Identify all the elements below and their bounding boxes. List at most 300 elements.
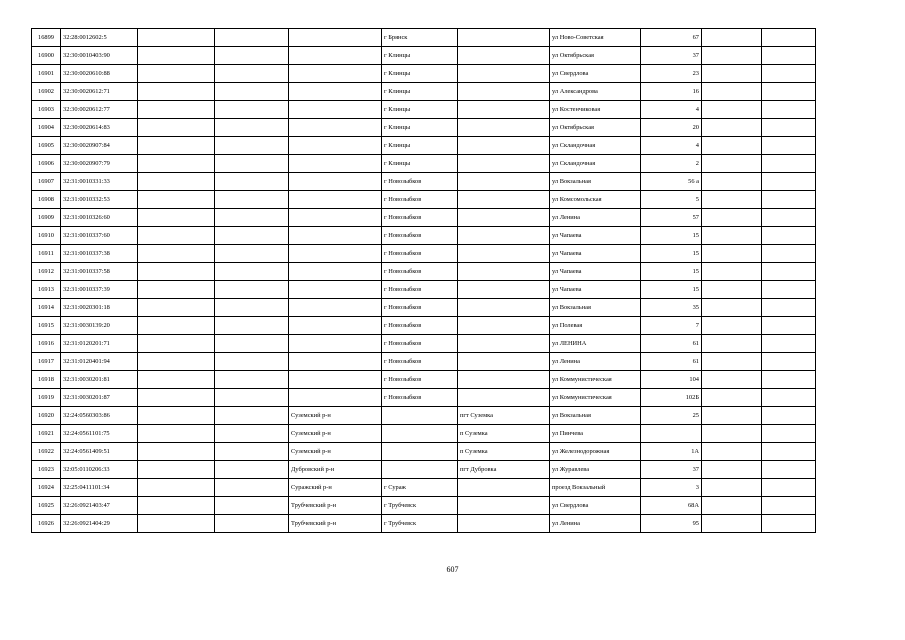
empty-cell	[702, 497, 762, 515]
row-number-cell: 16899	[32, 29, 61, 47]
empty-cell	[762, 353, 816, 371]
empty-cell	[215, 191, 289, 209]
district-cell: Суражский р-н	[289, 479, 382, 497]
empty-cell	[138, 353, 215, 371]
cadastral-number-cell: 32:24:0560303:86	[61, 407, 138, 425]
empty-cell	[702, 263, 762, 281]
empty-cell	[138, 119, 215, 137]
empty-cell	[215, 353, 289, 371]
cadastral-number-cell: 32:25:0411101:34	[61, 479, 138, 497]
empty-cell	[215, 371, 289, 389]
empty-cell	[215, 173, 289, 191]
table-row	[32, 245, 816, 263]
empty-cell	[702, 137, 762, 155]
settlement-cell	[458, 497, 550, 515]
empty-cell	[138, 47, 215, 65]
district-cell	[289, 29, 382, 47]
street-cell: ул Скландочная	[550, 137, 641, 155]
empty-cell	[702, 119, 762, 137]
empty-cell	[762, 371, 816, 389]
row-number-cell: 16916	[32, 335, 61, 353]
row-number-cell: 16912	[32, 263, 61, 281]
city-cell	[382, 461, 458, 479]
empty-cell	[702, 461, 762, 479]
city-cell: г Новозыбков	[382, 371, 458, 389]
settlement-cell	[458, 83, 550, 101]
district-cell	[289, 209, 382, 227]
empty-cell	[762, 263, 816, 281]
city-cell: г Новозыбков	[382, 389, 458, 407]
empty-cell	[762, 443, 816, 461]
street-cell: ул Ленина	[550, 209, 641, 227]
row-number-cell: 16902	[32, 83, 61, 101]
row-number-cell: 16926	[32, 515, 61, 533]
empty-cell	[215, 263, 289, 281]
cadastral-number-cell: 32:31:0020301:18	[61, 299, 138, 317]
street-cell: ул Чапаева	[550, 281, 641, 299]
table-row	[32, 425, 816, 443]
street-cell: ул Полевая	[550, 317, 641, 335]
cadastral-number-cell: 32:26:0921403:47	[61, 497, 138, 515]
empty-cell	[762, 83, 816, 101]
street-cell: проезд Вокзальный	[550, 479, 641, 497]
cadastral-number-cell: 32:24:0561409:51	[61, 443, 138, 461]
empty-cell	[138, 407, 215, 425]
city-cell: г Новозыбков	[382, 263, 458, 281]
house-number-cell: 16	[641, 83, 702, 101]
city-cell: г Клинцы	[382, 137, 458, 155]
empty-cell	[215, 299, 289, 317]
empty-cell	[138, 281, 215, 299]
cadastral-number-cell: 32:28:0012602:5	[61, 29, 138, 47]
table-row	[32, 137, 816, 155]
city-cell: г Новозыбков	[382, 227, 458, 245]
empty-cell	[762, 29, 816, 47]
table-row	[32, 65, 816, 83]
table-row	[32, 47, 816, 65]
empty-cell	[215, 29, 289, 47]
empty-cell	[702, 155, 762, 173]
empty-cell	[762, 173, 816, 191]
empty-cell	[215, 65, 289, 83]
district-cell: Суземский р-н	[289, 407, 382, 425]
empty-cell	[215, 461, 289, 479]
empty-cell	[702, 353, 762, 371]
city-cell: г Новозыбков	[382, 245, 458, 263]
district-cell	[289, 353, 382, 371]
cadastral-number-cell: 32:31:0010331:33	[61, 173, 138, 191]
empty-cell	[762, 209, 816, 227]
table-row	[32, 407, 816, 425]
table-row	[32, 101, 816, 119]
empty-cell	[215, 281, 289, 299]
empty-cell	[762, 497, 816, 515]
table-row	[32, 227, 816, 245]
empty-cell	[702, 443, 762, 461]
house-number-cell: 15	[641, 227, 702, 245]
house-number-cell: 15	[641, 263, 702, 281]
house-number-cell: 37	[641, 47, 702, 65]
settlement-cell	[458, 245, 550, 263]
district-cell	[289, 155, 382, 173]
house-number-cell: 2	[641, 155, 702, 173]
settlement-cell	[458, 353, 550, 371]
city-cell: г Новозыбков	[382, 191, 458, 209]
empty-cell	[215, 335, 289, 353]
table-row	[32, 335, 816, 353]
empty-cell	[215, 101, 289, 119]
settlement-cell	[458, 281, 550, 299]
empty-cell	[702, 317, 762, 335]
empty-cell	[138, 101, 215, 119]
city-cell	[382, 443, 458, 461]
empty-cell	[138, 173, 215, 191]
empty-cell	[702, 227, 762, 245]
city-cell: г Новозыбков	[382, 299, 458, 317]
settlement-cell	[458, 389, 550, 407]
empty-cell	[215, 209, 289, 227]
settlement-cell	[458, 47, 550, 65]
house-number-cell: 4	[641, 137, 702, 155]
empty-cell	[702, 245, 762, 263]
empty-cell	[138, 299, 215, 317]
district-cell	[289, 281, 382, 299]
empty-cell	[762, 191, 816, 209]
house-number-cell: 25	[641, 407, 702, 425]
row-number-cell: 16911	[32, 245, 61, 263]
street-cell: ул Александрова	[550, 83, 641, 101]
table-row	[32, 263, 816, 281]
district-cell	[289, 317, 382, 335]
house-number-cell	[641, 425, 702, 443]
empty-cell	[762, 407, 816, 425]
empty-cell	[138, 83, 215, 101]
street-cell: ул Вокзальная	[550, 407, 641, 425]
settlement-cell: пгт Дубровка	[458, 461, 550, 479]
district-cell	[289, 389, 382, 407]
street-cell: ул Журавлева	[550, 461, 641, 479]
house-number-cell: 23	[641, 65, 702, 83]
cadastral-number-cell: 32:31:0010337:60	[61, 227, 138, 245]
street-cell: ул Чапаева	[550, 227, 641, 245]
cadastral-number-cell: 32:24:0561101:75	[61, 425, 138, 443]
cadastral-number-cell: 32:31:0120201:71	[61, 335, 138, 353]
empty-cell	[762, 425, 816, 443]
empty-cell	[215, 227, 289, 245]
district-cell	[289, 137, 382, 155]
city-cell: г Клинцы	[382, 47, 458, 65]
street-cell: ул Вокзальная	[550, 299, 641, 317]
cadastral-number-cell: 32:31:0010337:58	[61, 263, 138, 281]
row-number-cell: 16903	[32, 101, 61, 119]
row-number-cell: 16920	[32, 407, 61, 425]
district-cell: Суземский р-н	[289, 443, 382, 461]
empty-cell	[762, 47, 816, 65]
empty-cell	[762, 389, 816, 407]
empty-cell	[762, 299, 816, 317]
empty-cell	[215, 47, 289, 65]
row-number-cell: 16913	[32, 281, 61, 299]
house-number-cell: 37	[641, 461, 702, 479]
district-cell	[289, 119, 382, 137]
house-number-cell: 56 а	[641, 173, 702, 191]
street-cell: ул Железнодорожная	[550, 443, 641, 461]
table-row	[32, 389, 816, 407]
cadastral-number-cell: 32:31:0010337:39	[61, 281, 138, 299]
empty-cell	[138, 479, 215, 497]
settlement-cell	[458, 479, 550, 497]
table-row	[32, 29, 816, 47]
row-number-cell: 16910	[32, 227, 61, 245]
cadastral-number-cell: 32:30:0020610:88	[61, 65, 138, 83]
cadastral-number-cell: 32:05:0110206:33	[61, 461, 138, 479]
house-number-cell: 1А	[641, 443, 702, 461]
table-row	[32, 515, 816, 533]
row-number-cell: 16901	[32, 65, 61, 83]
cadastral-number-cell: 32:30:0020614:83	[61, 119, 138, 137]
cadastral-number-cell: 32:31:0030201:87	[61, 389, 138, 407]
cadastral-number-cell: 32:31:0030139:20	[61, 317, 138, 335]
empty-cell	[138, 497, 215, 515]
row-number-cell: 16925	[32, 497, 61, 515]
empty-cell	[138, 29, 215, 47]
city-cell	[382, 407, 458, 425]
settlement-cell	[458, 65, 550, 83]
empty-cell	[138, 155, 215, 173]
empty-cell	[138, 371, 215, 389]
empty-cell	[762, 101, 816, 119]
district-cell	[289, 191, 382, 209]
empty-cell	[762, 515, 816, 533]
district-cell	[289, 65, 382, 83]
empty-cell	[762, 479, 816, 497]
row-number-cell: 16922	[32, 443, 61, 461]
empty-cell	[138, 461, 215, 479]
street-cell: ул Ленина	[550, 353, 641, 371]
district-cell	[289, 227, 382, 245]
empty-cell	[215, 119, 289, 137]
house-number-cell: 67	[641, 29, 702, 47]
empty-cell	[702, 335, 762, 353]
empty-cell	[138, 245, 215, 263]
row-number-cell: 16919	[32, 389, 61, 407]
settlement-cell	[458, 209, 550, 227]
row-number-cell: 16914	[32, 299, 61, 317]
empty-cell	[138, 515, 215, 533]
city-cell: г Трубчевск	[382, 497, 458, 515]
district-cell	[289, 245, 382, 263]
empty-cell	[215, 443, 289, 461]
city-cell: г Трубчевск	[382, 515, 458, 533]
empty-cell	[702, 209, 762, 227]
empty-cell	[702, 425, 762, 443]
row-number-cell: 16918	[32, 371, 61, 389]
house-number-cell: 61	[641, 353, 702, 371]
empty-cell	[138, 425, 215, 443]
settlement-cell	[458, 263, 550, 281]
empty-cell	[762, 155, 816, 173]
city-cell: г Клинцы	[382, 83, 458, 101]
row-number-cell: 16904	[32, 119, 61, 137]
house-number-cell: 4	[641, 101, 702, 119]
empty-cell	[762, 137, 816, 155]
street-cell: ул Вокзальная	[550, 173, 641, 191]
street-cell: ул Свердлова	[550, 65, 641, 83]
street-cell: ул Октябрьская	[550, 47, 641, 65]
cadastral-number-cell: 32:31:0120401:94	[61, 353, 138, 371]
cadastral-number-cell: 32:30:0010403:90	[61, 47, 138, 65]
empty-cell	[215, 389, 289, 407]
city-cell: г Новозыбков	[382, 317, 458, 335]
district-cell: Дубровский р-н	[289, 461, 382, 479]
empty-cell	[762, 281, 816, 299]
row-number-cell: 16905	[32, 137, 61, 155]
table-row	[32, 479, 816, 497]
empty-cell	[215, 245, 289, 263]
settlement-cell: п Суземка	[458, 425, 550, 443]
district-cell	[289, 47, 382, 65]
empty-cell	[215, 515, 289, 533]
city-cell: г Клинцы	[382, 101, 458, 119]
district-cell	[289, 101, 382, 119]
empty-cell	[215, 155, 289, 173]
city-cell: г Клинцы	[382, 65, 458, 83]
district-cell	[289, 371, 382, 389]
table-row	[32, 155, 816, 173]
table-row	[32, 281, 816, 299]
cadastral-number-cell: 32:31:0010326:60	[61, 209, 138, 227]
cadastral-number-cell: 32:31:0030201:81	[61, 371, 138, 389]
row-number-cell: 16915	[32, 317, 61, 335]
house-number-cell: 35	[641, 299, 702, 317]
empty-cell	[702, 191, 762, 209]
street-cell: ул Комсомольская	[550, 191, 641, 209]
table-row	[32, 443, 816, 461]
house-number-cell: 68А	[641, 497, 702, 515]
empty-cell	[138, 191, 215, 209]
street-cell: ул Ленина	[550, 515, 641, 533]
settlement-cell	[458, 101, 550, 119]
empty-cell	[138, 389, 215, 407]
empty-cell	[215, 137, 289, 155]
empty-cell	[762, 245, 816, 263]
district-cell: Трубчевский р-н	[289, 497, 382, 515]
settlement-cell	[458, 155, 550, 173]
table-row	[32, 371, 816, 389]
city-cell: г Новозыбков	[382, 209, 458, 227]
city-cell: г Новозыбков	[382, 281, 458, 299]
empty-cell	[138, 335, 215, 353]
house-number-cell: 15	[641, 281, 702, 299]
cadastral-number-cell: 32:31:0010337:38	[61, 245, 138, 263]
street-cell: ул Коммунистическая	[550, 389, 641, 407]
table-body	[32, 29, 816, 533]
row-number-cell: 16909	[32, 209, 61, 227]
city-cell	[382, 425, 458, 443]
page-number: 607	[446, 565, 459, 574]
settlement-cell	[458, 29, 550, 47]
empty-cell	[702, 515, 762, 533]
settlement-cell: пгт Суземка	[458, 407, 550, 425]
empty-cell	[138, 443, 215, 461]
table-row	[32, 173, 816, 191]
empty-cell	[215, 425, 289, 443]
empty-cell	[138, 65, 215, 83]
city-cell: г Брянск	[382, 29, 458, 47]
table-row	[32, 119, 816, 137]
table-row	[32, 191, 816, 209]
cadastral-number-cell: 32:30:0020907:79	[61, 155, 138, 173]
empty-cell	[702, 29, 762, 47]
district-cell	[289, 263, 382, 281]
street-cell: ул ЛЕНИНА	[550, 335, 641, 353]
table-row	[32, 353, 816, 371]
address-table	[31, 28, 816, 533]
empty-cell	[762, 461, 816, 479]
empty-cell	[215, 407, 289, 425]
house-number-cell: 20	[641, 119, 702, 137]
settlement-cell	[458, 227, 550, 245]
empty-cell	[762, 317, 816, 335]
settlement-cell	[458, 515, 550, 533]
district-cell	[289, 299, 382, 317]
street-cell: ул Пинчева	[550, 425, 641, 443]
settlement-cell	[458, 137, 550, 155]
empty-cell	[762, 65, 816, 83]
empty-cell	[762, 335, 816, 353]
empty-cell	[762, 119, 816, 137]
street-cell: ул Чапаева	[550, 245, 641, 263]
table-row	[32, 83, 816, 101]
city-cell: г Клинцы	[382, 119, 458, 137]
table-row	[32, 209, 816, 227]
row-number-cell: 16917	[32, 353, 61, 371]
street-cell: ул Ново-Советская	[550, 29, 641, 47]
city-cell: г Клинцы	[382, 155, 458, 173]
house-number-cell: 15	[641, 245, 702, 263]
city-cell: г Новозыбков	[382, 353, 458, 371]
empty-cell	[138, 263, 215, 281]
cadastral-number-cell: 32:31:0010332:53	[61, 191, 138, 209]
cadastral-number-cell: 32:30:0020612:71	[61, 83, 138, 101]
empty-cell	[702, 101, 762, 119]
street-cell: ул Октябрьская	[550, 119, 641, 137]
empty-cell	[215, 83, 289, 101]
district-cell	[289, 335, 382, 353]
empty-cell	[762, 227, 816, 245]
house-number-cell: 104	[641, 371, 702, 389]
table-row	[32, 317, 816, 335]
house-number-cell: 61	[641, 335, 702, 353]
table-row	[32, 497, 816, 515]
empty-cell	[702, 407, 762, 425]
row-number-cell: 16900	[32, 47, 61, 65]
street-cell: ул Свердлова	[550, 497, 641, 515]
table-row	[32, 461, 816, 479]
row-number-cell: 16908	[32, 191, 61, 209]
empty-cell	[702, 371, 762, 389]
settlement-cell	[458, 299, 550, 317]
row-number-cell: 16907	[32, 173, 61, 191]
empty-cell	[138, 227, 215, 245]
empty-cell	[702, 65, 762, 83]
table-row	[32, 299, 816, 317]
cadastral-number-cell: 32:30:0020907:84	[61, 137, 138, 155]
district-cell	[289, 173, 382, 191]
house-number-cell: 5	[641, 191, 702, 209]
empty-cell	[702, 47, 762, 65]
settlement-cell	[458, 191, 550, 209]
